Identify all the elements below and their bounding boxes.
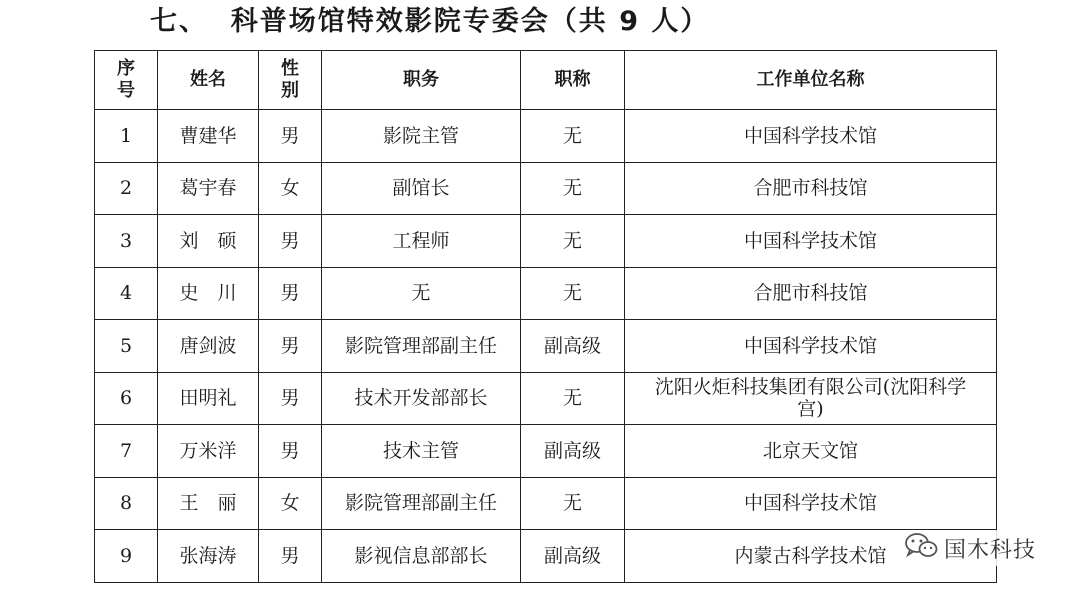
- cell-title: 无: [521, 162, 625, 215]
- cell-position: 无: [322, 267, 521, 320]
- cell-name: 史 川: [158, 267, 259, 320]
- table-row: [95, 162, 997, 215]
- cell-organization: 合肥市科技馆: [625, 162, 997, 215]
- cell-gender: 男: [259, 425, 322, 478]
- cell-seq: 5: [95, 320, 158, 373]
- cell-seq: 1: [95, 110, 158, 163]
- header-name: 姓名: [158, 51, 259, 110]
- table-row: [95, 215, 997, 268]
- cell-seq: 9: [95, 530, 158, 583]
- cell-name: 田明礼: [158, 372, 259, 425]
- cell-seq: 6: [95, 372, 158, 425]
- cell-title: 无: [521, 110, 625, 163]
- table-row: [95, 425, 997, 478]
- cell-gender: 男: [259, 215, 322, 268]
- cell-gender: 男: [259, 530, 322, 583]
- table-row: [95, 530, 997, 583]
- page-title: 七、 科普场馆特效影院专委会（共 9 人）: [150, 6, 710, 37]
- cell-position: 影院主管: [322, 110, 521, 163]
- cell-gender: 女: [259, 162, 322, 215]
- table-row: [95, 110, 997, 163]
- cell-seq: 7: [95, 425, 158, 478]
- cell-name: 刘 硕: [158, 215, 259, 268]
- cell-position: 影院管理部副主任: [322, 477, 521, 530]
- cell-organization: 中国科学技术馆: [625, 110, 997, 163]
- cell-title: 副高级: [521, 320, 625, 373]
- cell-organization: 中国科学技术馆: [625, 477, 997, 530]
- cell-organization: 内蒙古科学技术馆: [625, 530, 997, 583]
- wechat-icon: [904, 532, 938, 564]
- cell-organization: 北京天文馆: [625, 425, 997, 478]
- cell-title: 无: [521, 477, 625, 530]
- cell-organization: 中国科学技术馆: [625, 320, 997, 373]
- cell-name: 唐剑波: [158, 320, 259, 373]
- header-seq: 序 号: [95, 51, 158, 110]
- cell-name: 王 丽: [158, 477, 259, 530]
- cell-position: 技术主管: [322, 425, 521, 478]
- committee-table: [94, 50, 997, 583]
- watermark: [898, 530, 1042, 566]
- cell-gender: 男: [259, 110, 322, 163]
- cell-name: 张海涛: [158, 530, 259, 583]
- cell-position: 副馆长: [322, 162, 521, 215]
- table-row: [95, 372, 997, 425]
- header-title: 职称: [521, 51, 625, 110]
- cell-title: 无: [521, 267, 625, 320]
- table-header-row: [95, 51, 997, 110]
- cell-gender: 男: [259, 267, 322, 320]
- cell-organization: 合肥市科技馆: [625, 267, 997, 320]
- cell-seq: 2: [95, 162, 158, 215]
- cell-seq: 4: [95, 267, 158, 320]
- cell-name: 万米洋: [158, 425, 259, 478]
- cell-gender: 男: [259, 372, 322, 425]
- cell-seq: 3: [95, 215, 158, 268]
- table-row: [95, 477, 997, 530]
- cell-seq: 8: [95, 477, 158, 530]
- cell-position: 工程师: [322, 215, 521, 268]
- cell-position: 技术开发部部长: [322, 372, 521, 425]
- cell-name: 曹建华: [158, 110, 259, 163]
- cell-title: 副高级: [521, 530, 625, 583]
- cell-title: 无: [521, 215, 625, 268]
- header-gender: 性 别: [259, 51, 322, 110]
- cell-organization: 中国科学技术馆: [625, 215, 997, 268]
- cell-title: 无: [521, 372, 625, 425]
- cell-gender: 女: [259, 477, 322, 530]
- cell-title: 副高级: [521, 425, 625, 478]
- cell-gender: 男: [259, 320, 322, 373]
- header-position: 职务: [322, 51, 521, 110]
- table-row: [95, 267, 997, 320]
- header-organization: 工作单位名称: [625, 51, 997, 110]
- cell-position: 影院管理部副主任: [322, 320, 521, 373]
- table-row: [95, 320, 997, 373]
- cell-organization: 沈阳火炬科技集团有限公司(沈阳科学宫): [625, 372, 997, 425]
- watermark-text: 国木科技: [944, 537, 1037, 563]
- cell-name: 葛宇春: [158, 162, 259, 215]
- cell-position: 影视信息部部长: [322, 530, 521, 583]
